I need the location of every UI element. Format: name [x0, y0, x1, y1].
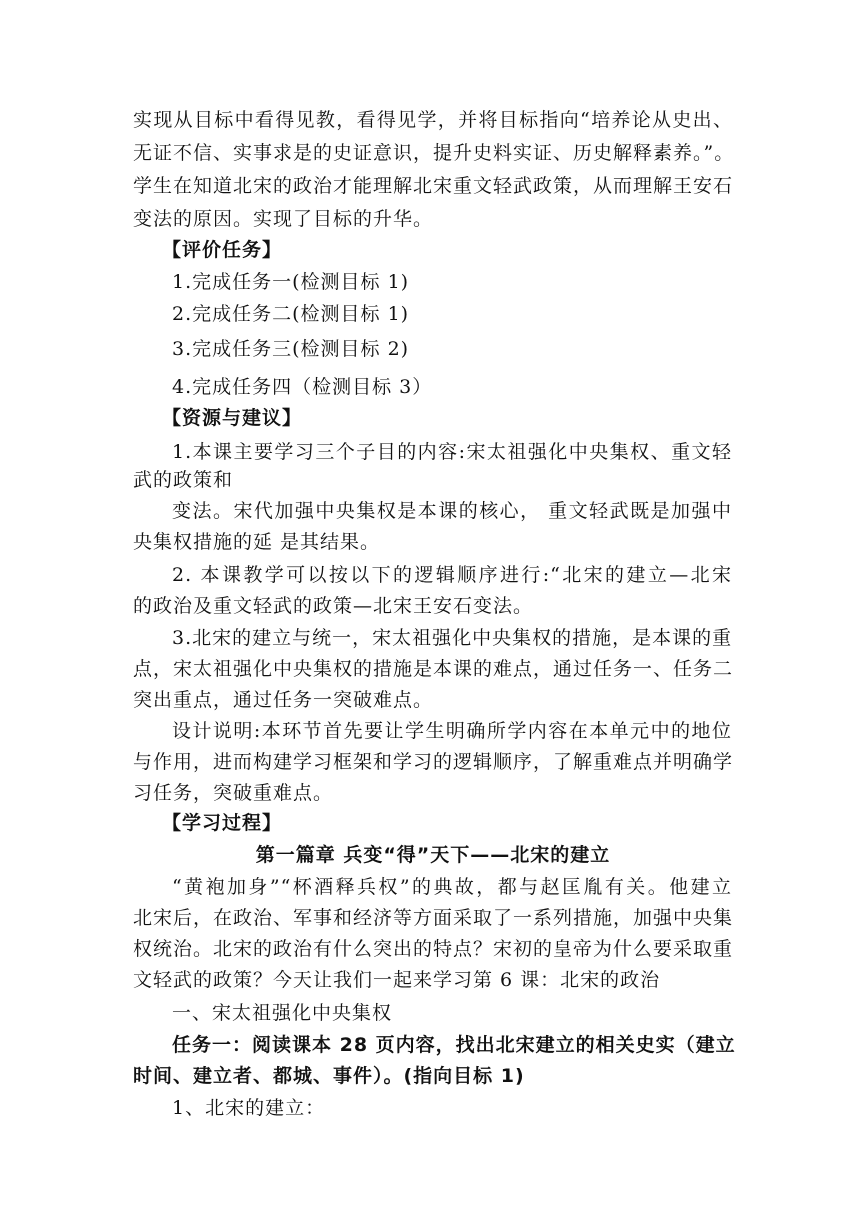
process-line: “黄袍加身”“杯酒释兵权”的典故，都与赵匡胤有关。他建立: [172, 876, 732, 898]
resources-line: 突出重点，通过任务一突破难点。: [133, 689, 434, 711]
evaluation-heading: 【评价任务】: [162, 239, 283, 261]
resources-heading: 【资源与建议】: [162, 407, 303, 429]
intro-line: 学生在知道北宋的政治才能理解北宋重文轻武政策，从而理解王安石: [133, 175, 734, 197]
chapter-title: 第一篇章 兵变“得”天下——北宋的建立: [255, 844, 611, 866]
intro-line: 变法的原因。实现了目标的升华。: [133, 208, 434, 230]
process-heading: 【学习过程】: [162, 812, 283, 834]
design-note-line: 习任务，突破重难点。: [133, 782, 334, 804]
resources-line: 的政治及重文轻武的政策—北宋王安石变法。: [133, 595, 534, 617]
item-heading: 1、北宋的建立：: [172, 1097, 326, 1119]
evaluation-item: 1.完成任务一(检测目标 1): [172, 271, 410, 293]
evaluation-item: 2.完成任务二(检测目标 1): [172, 303, 410, 325]
resources-line: 3.北宋的建立与统一，宋太祖强化中央集权的措施，是本课的重: [172, 627, 733, 649]
task-line: 时间、建立者、都城、事件）。(指向目标 1): [133, 1065, 525, 1087]
intro-line: 实现从目标中看得见教，看得见学，并将目标指向“培养论从史出、: [133, 109, 733, 131]
resources-line: 2. 本课教学可以按以下的逻辑顺序进行:“北宋的建立—北宋: [172, 564, 732, 586]
design-note-line: 与作用，进而构建学习框架和学习的逻辑顺序，了解重难点并明确学: [133, 751, 734, 773]
resources-line: 武的政策和: [133, 469, 234, 491]
section-heading: 一、宋太祖强化中央集权: [172, 1002, 393, 1024]
resources-line: 变法。宋代加强中央集权是本课的核心， 重文轻武既是加强中: [172, 500, 732, 522]
process-line: 文轻武的政策？今天让我们一起来学习第 6 课：北宋的政治: [133, 969, 661, 991]
design-note-line: 设计说明:本环节首先要让学生明确所学内容在本单元中的地位: [172, 720, 732, 742]
process-line: 北宋后，在政治、军事和经济等方面采取了一系列措施，加强中央集: [133, 907, 734, 929]
evaluation-item: 4.完成任务四（检测目标 3）: [172, 376, 433, 398]
intro-line: 无证不信、实事求是的史证意识，提升史料实证、历史解释素养。”。: [133, 142, 735, 164]
task-line: 任务一：阅读课本 28 页内容，找出北宋建立的相关史实（建立: [172, 1034, 736, 1056]
process-line: 权统治。北宋的政治有什么突出的特点？宋初的皇帝为什么要采取重: [133, 938, 734, 960]
resources-line: 点，宋太祖强化中央集权的措施是本课的难点，通过任务一、任务二: [133, 658, 734, 680]
resources-line: 1.本课主要学习三个子目的内容:宋太祖强化中央集权、重文轻: [172, 441, 732, 463]
resources-line: 央集权措施的延 是其结果。: [133, 531, 381, 553]
evaluation-item: 3.完成任务三(检测目标 2): [172, 338, 410, 360]
